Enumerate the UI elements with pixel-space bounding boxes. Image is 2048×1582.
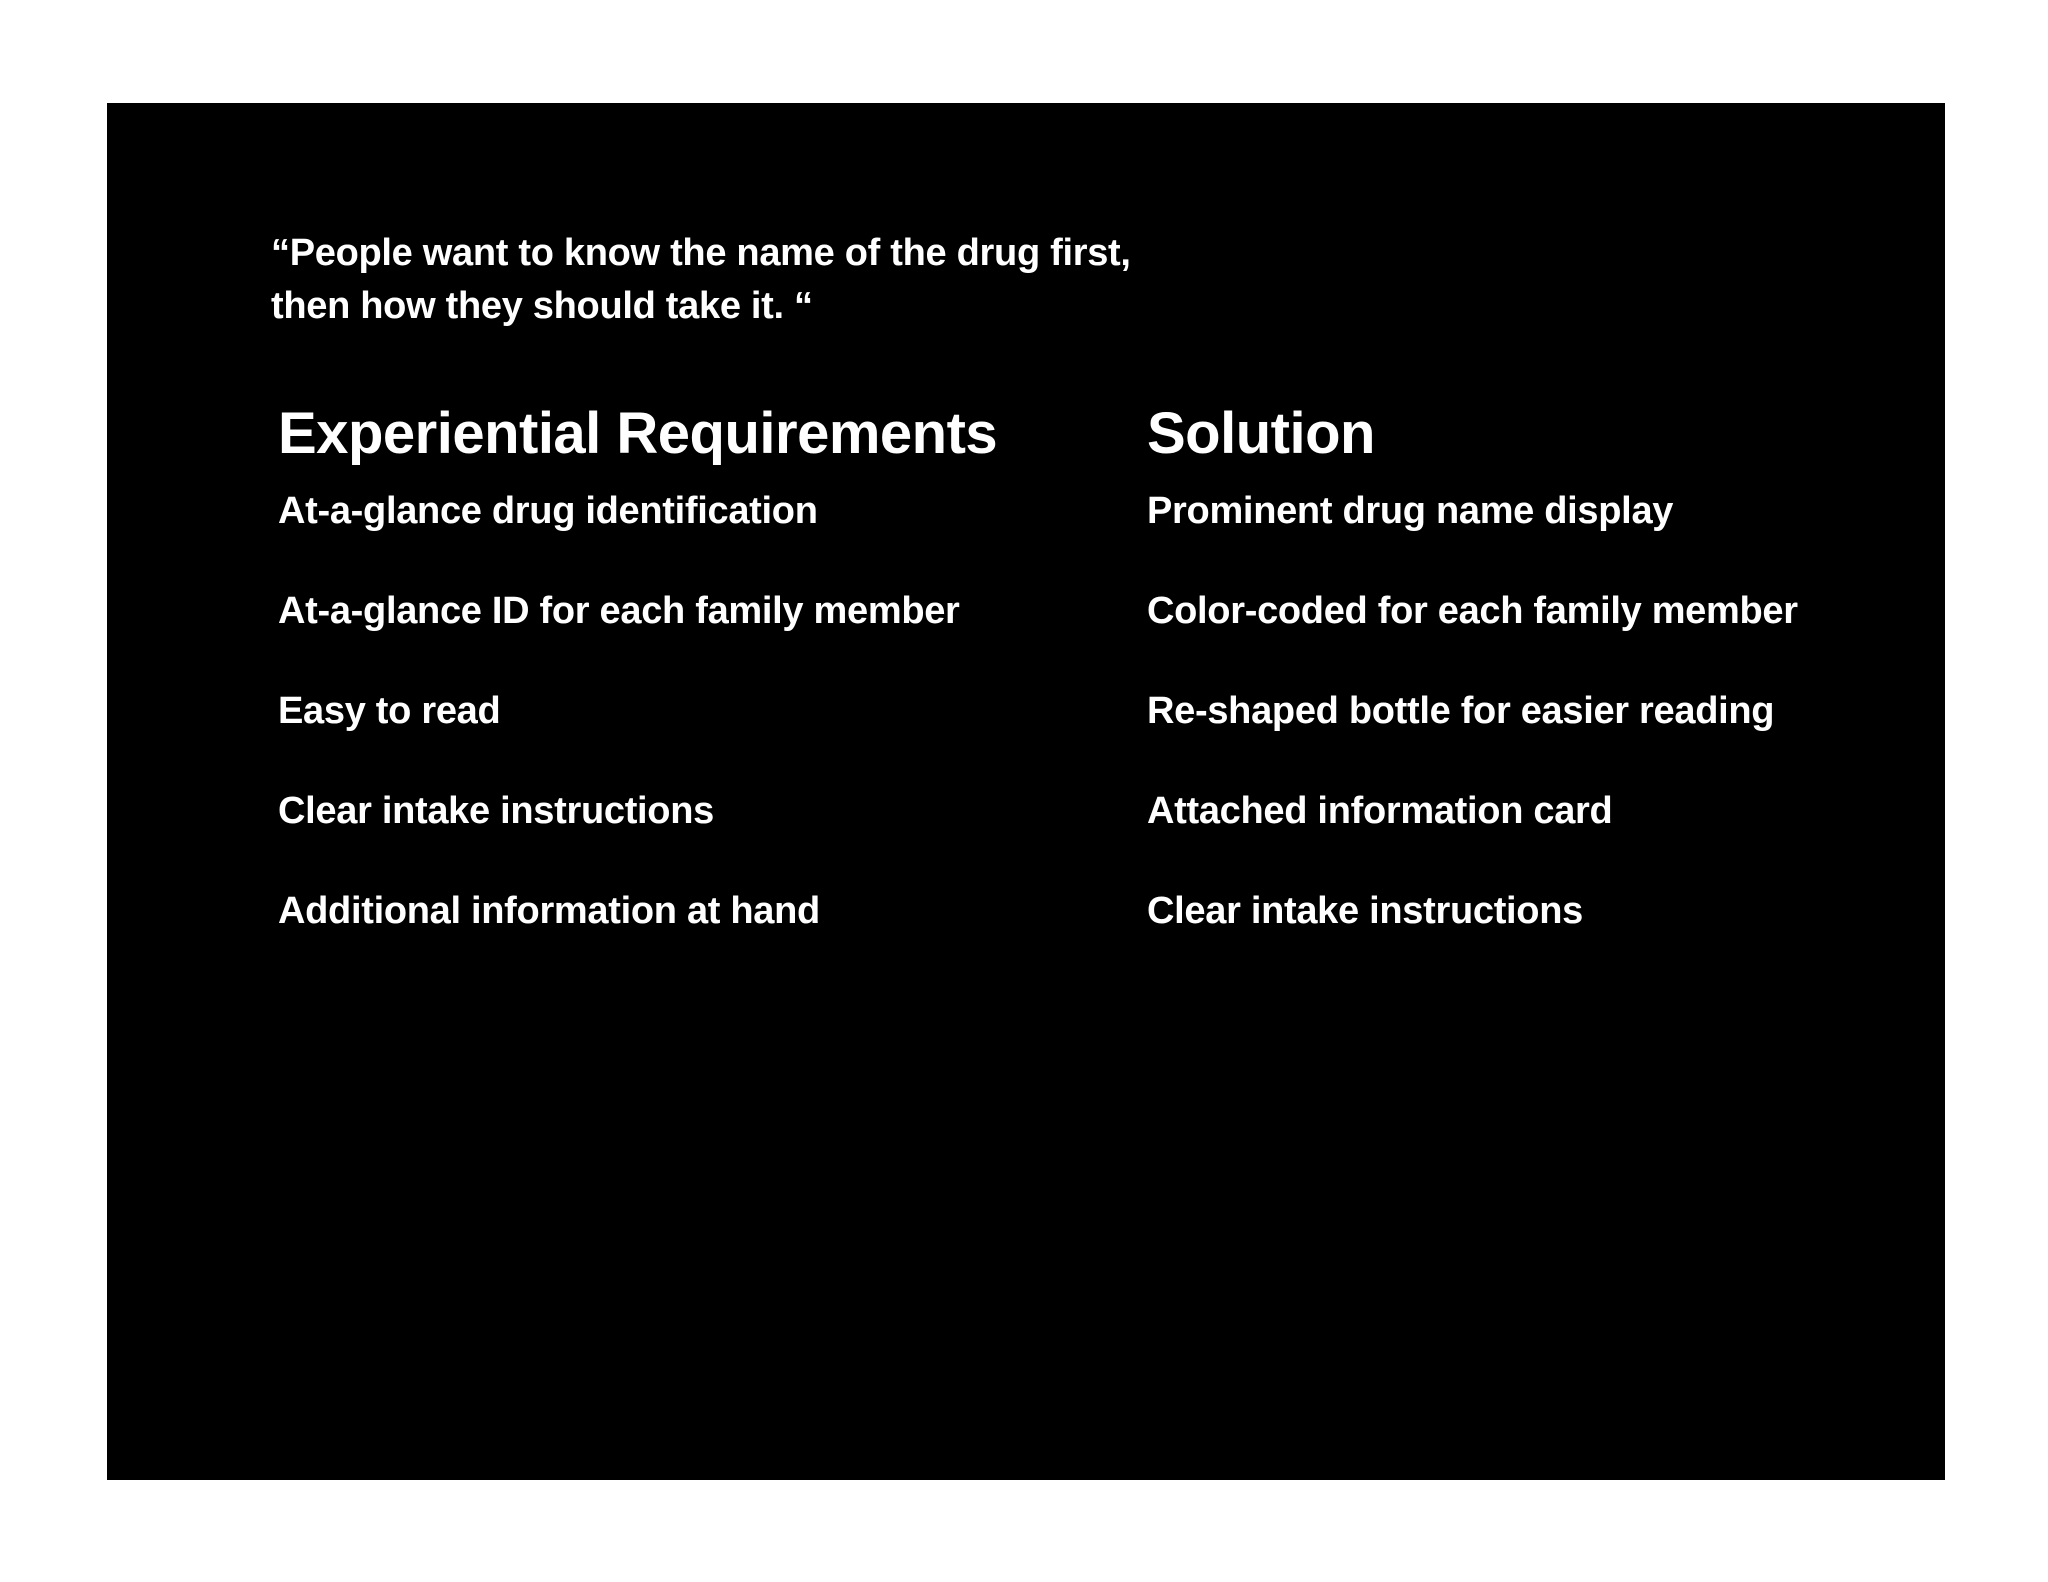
solution-heading: Solution	[1147, 401, 1375, 466]
requirements-column	[278, 399, 997, 987]
requirements-list	[278, 487, 997, 935]
requirement-item: Additional information at hand	[278, 890, 820, 932]
solution-item: Attached information card	[1147, 790, 1613, 832]
solution-item: Re-shaped bottle for easier reading	[1147, 690, 1775, 732]
solution-item: Color-coded for each family member	[1147, 590, 1798, 632]
requirement-item: At-a-glance ID for each family member	[278, 590, 960, 632]
requirement-item: At-a-glance drug identification	[278, 490, 818, 532]
solution-column	[1147, 399, 1798, 987]
solution-list	[1147, 487, 1798, 935]
quote-line-1: “People want to know the name of the drug first,	[271, 232, 1131, 274]
slide	[107, 103, 1945, 1480]
solution-item: Clear intake instructions	[1147, 890, 1583, 932]
solution-item: Prominent drug name display	[1147, 490, 1674, 532]
quote-line-2: then how they should take it. “	[271, 285, 813, 327]
quote	[271, 227, 1131, 333]
requirements-heading: Experiential Requirements	[278, 401, 998, 466]
requirement-item: Easy to read	[278, 690, 501, 732]
requirement-item: Clear intake instructions	[278, 790, 714, 832]
